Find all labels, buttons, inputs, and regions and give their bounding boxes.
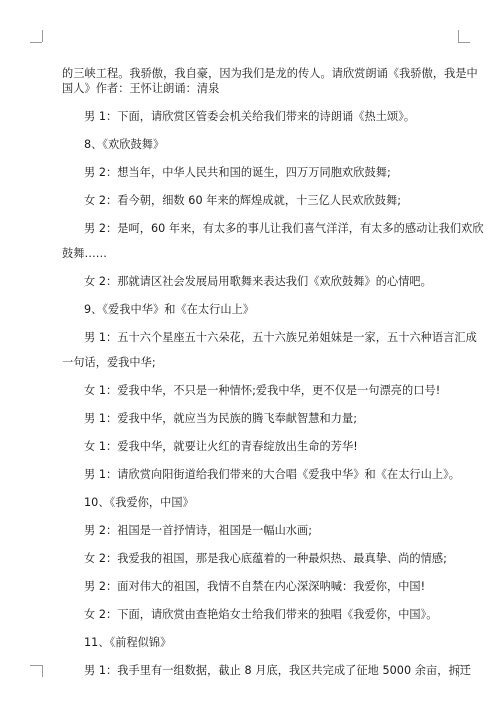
paragraph [62,165,442,180]
section-heading [62,635,442,650]
paragraph [62,411,442,426]
paragraph [62,383,442,398]
text-line: 8、《欢欣鼓舞》 [84,138,165,151]
paragraph [62,330,477,370]
section-heading [62,302,442,317]
paragraph [62,193,442,208]
document-body [62,66,484,678]
paragraph-intro [62,66,478,96]
text-line: 女 1：爱我中华，不只是一种情怀;爱我中华，更不仅是一句漂亮的口号! [84,384,441,397]
paragraph [62,663,471,678]
paragraph [62,579,442,594]
paragraph [62,523,442,538]
text-line: 9、《爱我中华》和《在太行山上》 [84,303,255,316]
paragraph [62,551,447,566]
text-line: 男 2：面对伟大的祖国，我情不自禁在内心深深呐喊：我爱你，中国! [84,580,426,593]
crop-mark-top-left-h [30,42,42,43]
paragraph [62,607,442,622]
crop-mark-top-right-h [458,42,470,43]
crop-mark-bottom-left-h [30,665,42,666]
text-line: 男 2：想当年，中华人民共和国的诞生，四万万同胞欢欣鼓舞; [84,166,391,179]
text-line: 一句话，爱我中华; [62,356,156,369]
crop-mark-top-left-v [42,30,43,42]
section-heading [62,495,442,510]
paragraph [62,221,484,261]
text-line: 男 1：请欣赏向阳街道给我们带来的大合唱《爱我中华》和《在太行山上》。 [84,468,461,481]
crop-mark-bottom-left-v [42,665,43,677]
paragraph [62,439,442,454]
text-line: 男 2：是呵，60 年来，有太多的事儿让我们喜气洋洋，有太多的感动让我们欢欣 [84,222,484,235]
text-line: 11、《前程似锦》 [84,636,172,649]
section-heading [62,137,442,152]
text-line: 的三峡工程。我骄傲，我自豪，因为我们是龙的传人。请欣赏朗诵《我骄傲，我是中 [62,67,478,80]
text-line: 男 1：下面，请欣赏区管委会机关给我们带来的诗朗诵《热土颂》。 [84,110,416,123]
text-line: 男 1：五十六个星座五十六朵花，五十六族兄弟姐妹是一家，五十六种语言汇成 [84,331,477,344]
text-line: 鼓舞…… [62,247,107,260]
paragraph [62,274,442,289]
text-line: 国人》作者：王怀让朗诵：清泉 [62,82,220,95]
text-line: 女 2：看今朝，细数 60 年来的辉煌成就，十三亿人民欢欣鼓舞; [84,194,402,207]
paragraph [62,467,461,482]
text-line: 女 2：我爱我的祖国，那是我心底蕴着的一种最炽热、最真挚、尚的情感; [84,552,447,565]
text-line: 男 1：爱我中华，就应当为民族的腾飞奉献智慧和力量; [84,412,358,425]
text-line: 女 1：爱我中华，就要让火红的青春绽放出生命的芳华! [84,440,358,453]
text-line: 女 2：那就请区社会发展局用歌舞来表达我们《欢欣鼓舞》的心情吧。 [84,275,432,288]
text-line: 男 2：祖国是一首抒情诗，祖国是一幅山水画; [84,524,313,537]
paragraph [62,109,442,124]
text-line: 男 1：我手里有一组数据，截止 8 月底，我区共完成了征地 5000 余亩，拆迁 [84,664,471,677]
crop-mark-top-right-v [458,30,459,42]
text-line: 女 2：下面，请欣赏由查艳焰女士给我们带来的独唱《我爱你，中国》。 [84,608,438,621]
text-line: 10、《我爱你，中国》 [84,496,194,509]
